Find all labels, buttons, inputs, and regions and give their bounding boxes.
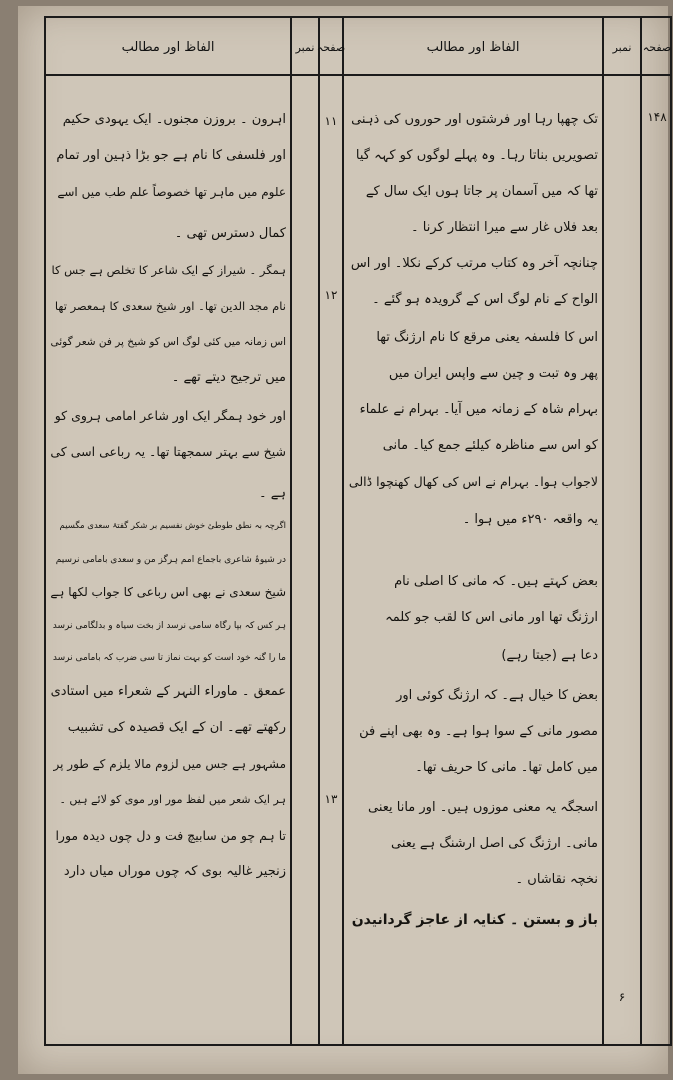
- text-line: یہ واقعہ ۲۹۰ء میں ہوا ۔: [462, 512, 598, 527]
- right-page-col: [642, 18, 672, 1044]
- text-line: نام مجد الدین تھا۔ اور شیخ سعدی کا ہمعصر تھا: [54, 299, 286, 313]
- text-line: دعا ہے (جیتا رہے): [501, 648, 598, 663]
- header-right-title: الفاظ اور مطالب: [426, 39, 520, 55]
- left-entry-number: ۱۱: [324, 114, 338, 128]
- right-entry-number: ۶: [618, 990, 626, 1004]
- text-line: زنجیر غالیہ بوی کہ چوں موراں میاں دارد: [63, 864, 286, 879]
- text-line: عمعق ۔ ماوراء النہر کے شعراء میں استادی: [50, 684, 286, 699]
- text-line: باز و بستن ۔ کنایہ از عاجز گردانیدن: [351, 912, 598, 928]
- text-line: میں کامل تھا۔ مانی کا حریف تھا۔: [415, 760, 598, 775]
- divider-center: [342, 18, 344, 1044]
- header-right-num: نمبر: [612, 40, 632, 54]
- text-line: کمال دسترس تھی ۔: [174, 226, 286, 241]
- text-line: شیخ سے بہتر سمجھتا تھا۔ یہ رباعی اسی کی: [50, 444, 286, 459]
- right-text-column: [346, 18, 598, 1044]
- text-line: میں ترجیح دیتے تھے ۔: [171, 370, 286, 385]
- text-line: لاجواب ہوا۔ بہرام نے اس کی کھال کھنچوا ڈالی: [348, 474, 598, 489]
- header-left-title: الفاظ اور مطالب: [121, 39, 215, 55]
- text-line: اسجگہ یہ معنی موزوں ہیں۔ اور مانا یعنی: [367, 800, 598, 815]
- left-entry-number: ۱۲: [324, 288, 338, 302]
- text-line: بہرام شاہ کے زمانہ میں آیا۔ بہرام نے علماء: [359, 402, 598, 417]
- text-line: چنانچہ آخر وہ کتاب مرتب کرکے نکلا۔ اور اس: [350, 256, 598, 271]
- left-entry-number: ۱۳: [324, 792, 338, 806]
- left-text-column: [50, 18, 286, 1044]
- right-page-number: ۱۴۸: [647, 110, 667, 124]
- text-line: نخچہ نقاشاں ۔: [515, 872, 598, 887]
- text-line: بعض کا خیال ہے۔ کہ ارژنگ کوئی اور: [396, 688, 598, 703]
- header-left-page: صفحہ: [316, 40, 346, 54]
- text-line: اگرچہ بہ نطق طوطئ خوش نفسیم بر شکر گفتۂ سعدی مگسیم: [59, 521, 286, 531]
- text-line: اس زمانہ میں کئی لوگ اس کو شیخ پر فن شعر گوئی: [50, 336, 286, 348]
- text-line: کو اس سے مناظرہ کیلئے جمع کیا۔ مانی: [382, 438, 598, 453]
- text-line: پھر وہ تبت و چین سے واپس ایران میں: [388, 366, 598, 381]
- text-line: تصویریں بناتا رہا۔ وہ پہلے لوگوں کو کہہ گیا: [355, 148, 598, 163]
- text-line: ہر ایک شعر میں لفظ مور اور موی کو لائے ہیں ۔: [59, 793, 286, 806]
- text-line: ارژنگ تھا اور مانی اس کا لقب جو کلمہ: [385, 610, 598, 625]
- text-line: تک چھپا رہا اور فرشتوں اور حوروں کی ذہنی: [351, 112, 598, 127]
- text-line: بعد فلاں غار سے میرا انتظار کرنا ۔: [411, 220, 598, 235]
- text-line: رکھتے تھے۔ ان کے ایک قصیدہ کی تشبیب: [67, 720, 286, 735]
- text-line: علوم میں ماہر تھا خصوصاً علم طب میں اسے: [57, 185, 286, 199]
- text-line: مشہور ہے جس میں لزوم مالا یلزم کے طور پر: [53, 757, 286, 771]
- text-line: ہے ۔: [259, 486, 286, 501]
- header-right-page: صفحہ: [642, 40, 672, 54]
- right-entry-col: [604, 18, 640, 1044]
- text-line: مانی۔ ارژنگ کی اصل ارشنگ ہے یعنی: [391, 836, 598, 851]
- text-line: ما را گنہ خود است کو بہت نماز تا سی ضرب کہ بامامی نرسد: [52, 653, 286, 663]
- text-line: اور فلسفی کا نام ہے جو بڑا ذہین اور تمام: [56, 148, 286, 163]
- divider-left-num: [290, 18, 292, 1044]
- header-left-num: نمبر: [295, 40, 315, 54]
- left-entry-col: [316, 18, 346, 1044]
- text-line: الواح کے نام لوگ اس کے گرویدہ ہو گئے ۔: [372, 292, 598, 307]
- text-line: تھا کہ میں آسمان پر جاتا ہوں ایک سال کے: [365, 184, 598, 199]
- text-line: شیخ سعدی نے بھی اس رباعی کا جواب لکھا ہے: [50, 585, 286, 599]
- text-line: اس کا فلسفہ یعنی مرقع کا نام ارژنگ تھا: [376, 330, 598, 345]
- table-frame: [44, 16, 672, 1046]
- text-line: اہرون ۔ بروزن مجنوں۔ ایک یہودی حکیم: [62, 112, 286, 127]
- text-line: ہمگر ۔ شیراز کے ایک شاعر کا تخلص ہے جس کا: [51, 263, 286, 277]
- text-line: تا ہم چو من سابیچ فت و دل چوں دیدہ مورا: [55, 828, 286, 843]
- text-line: بعض کہتے ہیں۔ کہ مانی کا اصلی نام: [394, 574, 598, 589]
- text-line: مصور مانی کے سوا ہوا ہے۔ وہ بھی اپنے فن: [359, 724, 598, 739]
- text-line: اور خود ہمگر ایک اور شاعر امامی ہروی کو: [54, 408, 286, 423]
- text-line: در شیوۂ شاعری باجماع امم ہرگز من و سعدی بامامی نرسیم: [55, 555, 286, 565]
- manuscript-page: [18, 6, 672, 1074]
- text-line: ہر کس کہ بپا رگاہ سامی نرسد از بخت سیاہ و بدلگامی نرسد: [52, 621, 286, 631]
